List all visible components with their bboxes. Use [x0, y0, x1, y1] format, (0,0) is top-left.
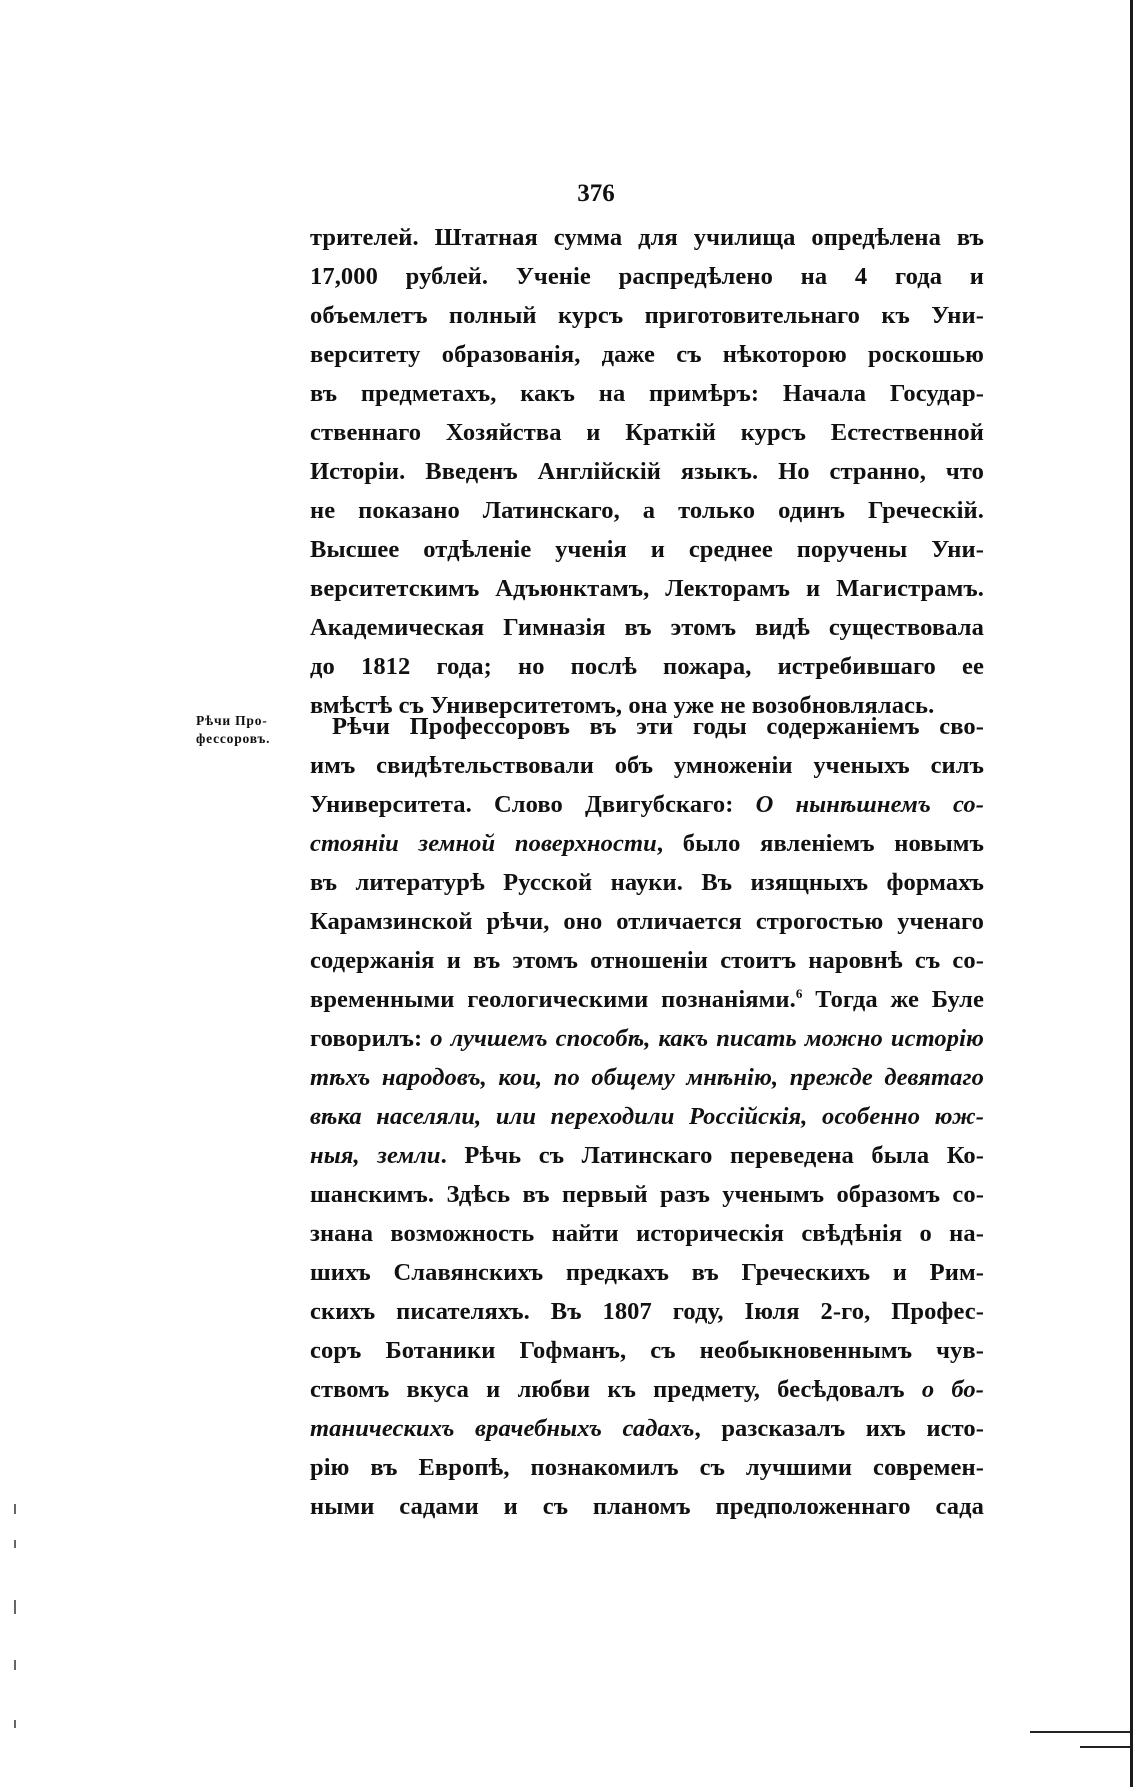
text-line: рію въ Европѣ, познакомилъ съ лучшими современ- [310, 1454, 984, 1481]
text-line: имъ свидѣтельствовали объ умноженіи ученыхъ силъ [310, 752, 984, 779]
bottom-rule [1080, 1746, 1130, 1748]
text-run: , было явленіемъ новымъ [656, 830, 984, 857]
text-line: Исторіи. Введенъ Англійскій языкъ. Но странно, что [310, 458, 984, 485]
bottom-rule [1030, 1731, 1130, 1733]
margin-tick [14, 1504, 16, 1514]
paragraph-gymnasium [310, 218, 984, 725]
text-line: вмѣстѣ съ Университетомъ, она уже не возобновлялась. [310, 692, 935, 719]
text-line [310, 785, 984, 824]
text-line [310, 1409, 984, 1448]
text-line: 17,000 рублей. Ученіе распредѣлено на 4 года и [310, 263, 984, 290]
text-line: трителей. Штатная сумма для училища опредѣлена въ [310, 224, 984, 251]
italic-title: ныя, земли [310, 1142, 441, 1169]
text-run: временными геологическими познаніями. [310, 986, 796, 1013]
italic-title: о бо- [921, 1376, 984, 1403]
margin-note [196, 712, 296, 748]
margin-tick [14, 1660, 16, 1670]
text-line: ными садами и съ планомъ предположеннаго сада [310, 1493, 984, 1520]
text-line: Высшее отдѣленіе ученія и среднее поручены Уни- [310, 536, 984, 563]
italic-title: о лучшемъ способѣ, какъ писать можно исторію [430, 1025, 984, 1052]
text-line: Карамзинской рѣчи, оно отличается строгостью ученаго [310, 908, 984, 935]
text-run: Тогда же Буле [802, 986, 984, 1013]
text-run: . Рѣчь съ Латинскаго переведена была Ко- [440, 1142, 985, 1169]
text-line [310, 980, 984, 1019]
text-run: , разсказалъ ихъ исто- [694, 1415, 984, 1442]
page-right-edge-line [1130, 0, 1133, 1787]
italic-title: стояніи земной поверхности [310, 830, 657, 857]
text-line: знана возможность найти историческія свѣдѣнія о на- [310, 1220, 984, 1247]
text-line: тѣхъ народовъ, кои, по общему мнѣнію, прежде девятаго [310, 1064, 984, 1091]
margin-note-line: Рѣчи Про- [196, 713, 268, 728]
margin-note-line: фессоровъ. [196, 731, 271, 746]
text-line [310, 824, 984, 863]
italic-title: таническихъ врачебныхъ садахъ [310, 1415, 695, 1442]
footnote-marker: 6 [795, 985, 803, 1001]
text-line [310, 1136, 984, 1175]
page-number: 376 [577, 180, 615, 207]
text-line: шанскимъ. Здѣсь въ первый разъ ученымъ образомъ со- [310, 1181, 984, 1208]
margin-tick [14, 1720, 16, 1728]
margin-tick [14, 1600, 16, 1614]
text-line: вѣка населяли, или переходили Россійскія, особенно юж- [310, 1103, 984, 1130]
text-line [310, 1019, 984, 1058]
text-line: въ литературѣ Русской науки. Въ изящныхъ формахъ [310, 869, 984, 896]
text-run: ствомъ вкуса и любви къ предмету, бесѣдовалъ [310, 1376, 922, 1403]
text-run: Университета. Слово Двигубскаго: [310, 791, 756, 818]
text-line: до 1812 года; но послѣ пожара, истребившаго ее [310, 653, 984, 680]
italic-title: О нынѣшнемъ со- [755, 791, 984, 818]
paragraph-professors-speeches [310, 707, 984, 1526]
text-line [310, 1370, 984, 1409]
text-line: верситетскимъ Адъюнктамъ, Лекторамъ и Магистрамъ. [310, 575, 984, 602]
text-line: въ предметахъ, какъ на примѣръ: Начала Государ- [310, 380, 984, 407]
margin-tick [14, 1540, 16, 1548]
text-line: Рѣчи Профессоровъ въ эти годы содержаніемъ сво- [332, 713, 984, 740]
text-run: говорилъ: [310, 1025, 431, 1052]
text-line: шихъ Славянскихъ предкахъ въ Греческихъ и Рим- [310, 1259, 984, 1286]
text-line: соръ Ботаники Гофманъ, съ необыкновеннымъ чув- [310, 1337, 984, 1364]
text-line: Академическая Гимназія въ этомъ видѣ существовала [310, 614, 984, 641]
text-line: содержанія и въ этомъ отношеніи стоитъ наровнѣ съ со- [310, 947, 984, 974]
text-line: не показано Латинскаго, а только одинъ Греческій. [310, 497, 984, 524]
text-line: верситету образованія, даже съ нѣкоторою роскошью [310, 341, 984, 368]
text-line: скихъ писателяхъ. Въ 1807 году, Іюля 2-го, Профес- [310, 1298, 984, 1325]
text-line: ственнаго Хозяйства и Краткій курсъ Естественной [310, 419, 984, 446]
text-line: объемлетъ полный курсъ приготовительнаго къ Уни- [310, 302, 984, 329]
